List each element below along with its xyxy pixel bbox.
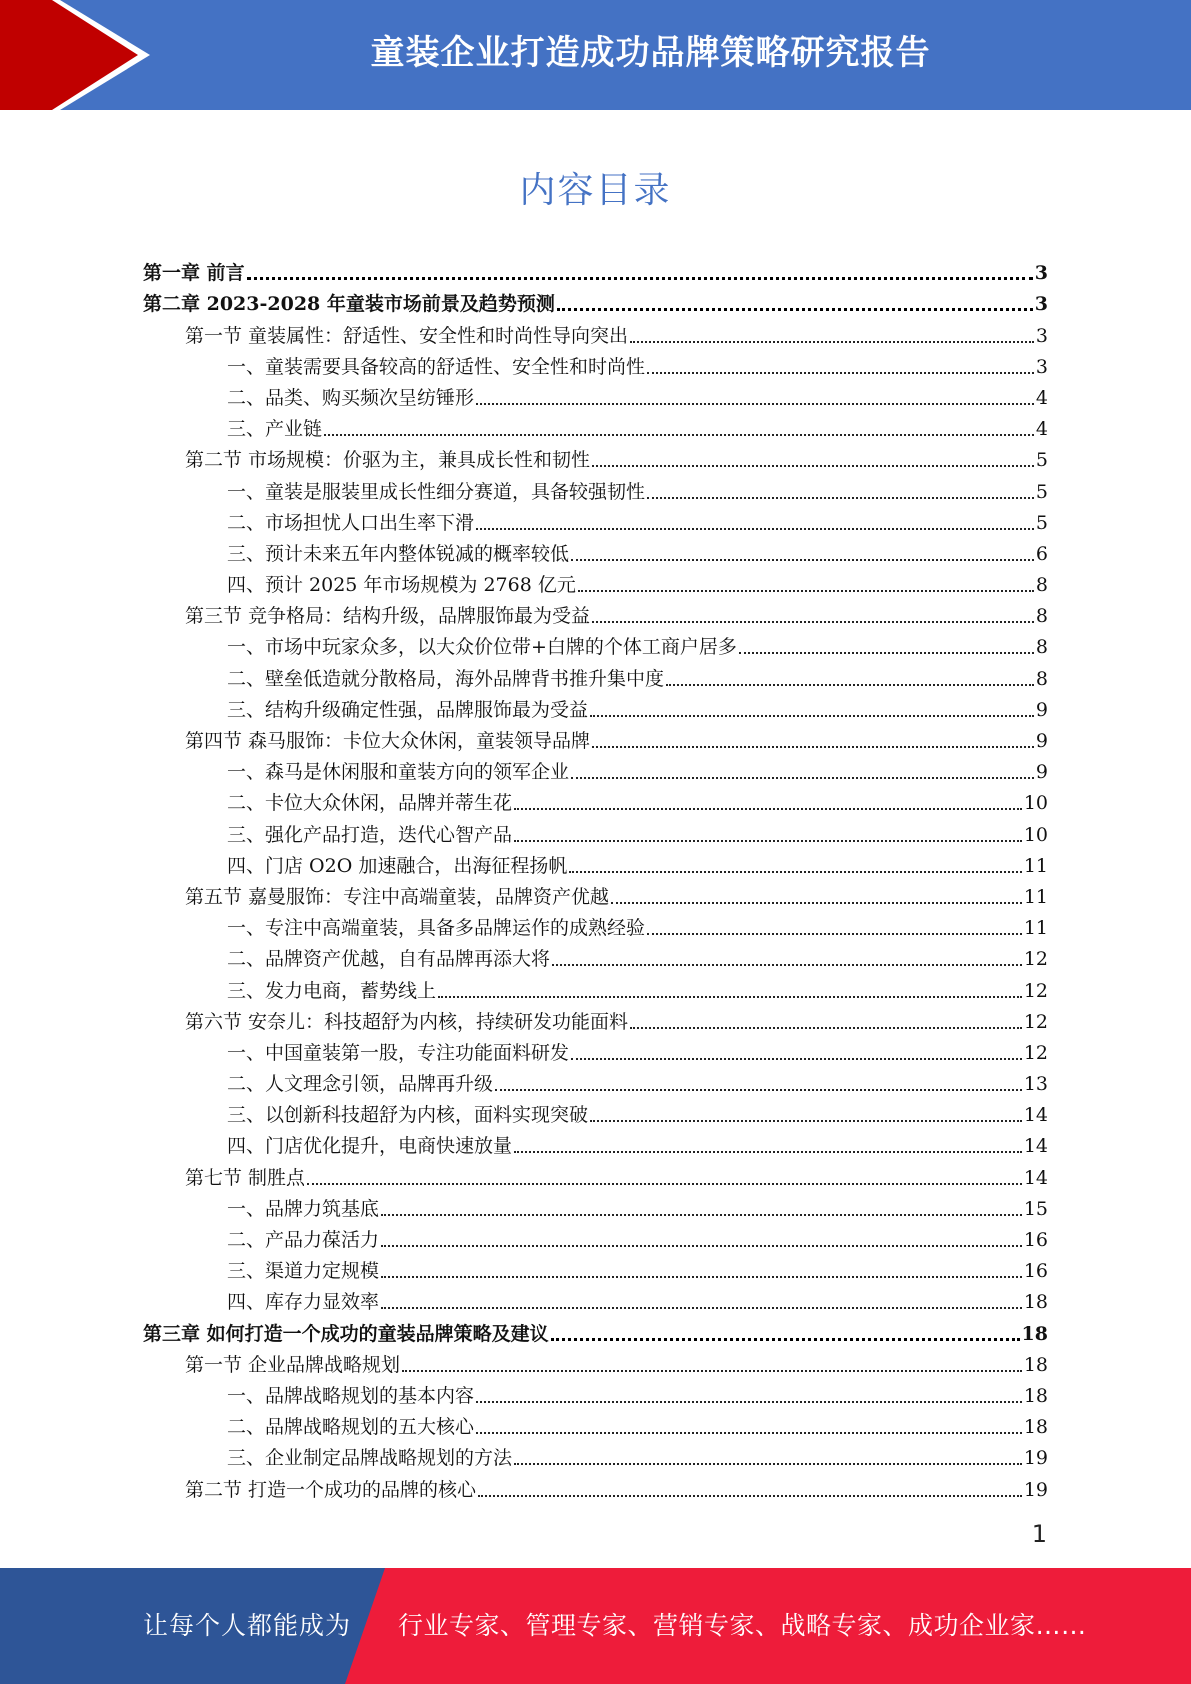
toc-dot-leader [592, 465, 1034, 467]
toc-section-entry[interactable] [143, 1470, 1048, 1501]
toc-dot-leader [381, 1307, 1022, 1309]
toc-entry-label: 四、预计 2025 年市场规模为 2768 亿元 [227, 574, 576, 597]
toc-subsection-entry[interactable] [143, 628, 1048, 659]
toc-dot-leader [630, 1027, 1022, 1029]
toc-dot-leader [247, 277, 1033, 280]
toc-entry-label: 一、市场中玩家众多，以大众价位带+白牌的个体工商户居多 [227, 636, 737, 659]
toc-subsection-entry[interactable] [143, 753, 1048, 784]
toc-dot-leader [476, 1432, 1022, 1434]
toc-entry-page: 5 [1035, 449, 1048, 472]
toc-entry-label: 一、中国童装第一股，专注功能面料研发 [227, 1041, 570, 1064]
toc-entry-label: 四、库存力显效率 [227, 1291, 380, 1314]
toc-entry-page: 19 [1023, 1447, 1048, 1470]
toc-dot-leader [647, 933, 1022, 935]
toc-dot-leader [514, 1151, 1022, 1153]
toc-section-entry[interactable] [143, 1158, 1048, 1189]
toc-dot-leader [381, 1245, 1022, 1247]
toc-subsection-entry[interactable] [143, 815, 1048, 846]
toc-dot-leader [647, 372, 1034, 374]
toc-entry-page: 6 [1035, 542, 1048, 565]
toc-entry-label: 第四节 森马服饰：卡位大众休闲，童装领导品牌 [185, 730, 591, 752]
toc-heading: 内容目录 [519, 170, 672, 211]
toc-dot-leader [578, 590, 1034, 592]
toc-entry-label: 一、专注中高端童装，具备多品牌运作的成熟经验 [227, 917, 646, 940]
toc-subsection-entry[interactable] [143, 410, 1048, 441]
toc-entry-label: 三、强化产品打造，迭代心智产品 [227, 823, 513, 846]
toc-dot-leader [647, 497, 1034, 499]
toc-dot-leader [552, 964, 1022, 966]
toc-entry-label: 一、童装需要具备较高的舒适性、安全性和时尚性 [227, 355, 646, 378]
toc-entry-page: 5 [1035, 511, 1048, 534]
toc-dot-leader [476, 403, 1034, 405]
toc-entry-page: 8 [1035, 605, 1048, 628]
toc-dot-leader [571, 1058, 1022, 1060]
toc-entry-label: 四、门店 O2O 加速融合，出海征程扬帆 [227, 854, 568, 877]
toc-section-entry[interactable] [143, 1003, 1048, 1034]
toc-subsection-entry[interactable] [143, 971, 1048, 1002]
toc-dot-leader [476, 1401, 1022, 1403]
toc-entry-page: 13 [1023, 1073, 1048, 1096]
toc-entry-page: 4 [1035, 418, 1048, 441]
toc-subsection-entry[interactable] [143, 566, 1048, 597]
toc-entry-page: 9 [1035, 761, 1048, 784]
toc-subsection-entry[interactable] [143, 472, 1048, 503]
toc-subsection-entry[interactable] [143, 1377, 1048, 1408]
toc-subsection-entry[interactable] [143, 940, 1048, 971]
toc-subsection-entry[interactable] [143, 1190, 1048, 1221]
toc-dot-leader [590, 715, 1034, 717]
toc-chapter-entry[interactable] [143, 254, 1048, 285]
page-footer [0, 1568, 1191, 1684]
toc-dot-leader [307, 1183, 1022, 1185]
toc-dot-leader [381, 1276, 1022, 1278]
toc-entry-page: 3 [1034, 293, 1048, 316]
toc-dot-leader [551, 1338, 1020, 1341]
toc-subsection-entry[interactable] [143, 847, 1048, 878]
toc-entry-label: 三、产业链 [227, 418, 323, 441]
toc-entry-page: 12 [1023, 1010, 1048, 1033]
toc-entry-page: 8 [1035, 636, 1048, 659]
toc-entry-page: 3 [1035, 355, 1048, 378]
toc-entry-page: 18 [1023, 1291, 1048, 1314]
toc-entry-label: 第一章 前言 [143, 262, 245, 285]
toc-entry-page: 9 [1035, 698, 1048, 721]
toc-dot-leader [514, 840, 1022, 842]
toc-entry-label: 三、结构升级确定性强，品牌服饰最为受益 [227, 698, 589, 721]
toc-entry-page: 11 [1023, 885, 1048, 908]
toc-subsection-entry[interactable] [143, 1065, 1048, 1096]
toc-subsection-entry[interactable] [143, 1439, 1048, 1470]
toc-subsection-entry[interactable] [143, 1283, 1048, 1314]
toc-entry-label: 第二节 打造一个成功的品牌的核心 [185, 1478, 477, 1501]
toc-entry-page: 12 [1023, 948, 1048, 971]
toc-entry-label: 三、预计未来五年内整体锐减的概率较低 [227, 542, 570, 565]
toc-entry-label: 二、产品力葆活力 [227, 1229, 380, 1251]
toc-entry-page: 3 [1035, 324, 1048, 347]
toc-dot-leader [478, 1495, 1022, 1497]
toc-entry-page: 11 [1023, 917, 1048, 940]
toc-entry-label: 二、壁垒低造就分散格局，海外品牌背书推升集中度 [227, 667, 665, 690]
toc-entry-page: 9 [1035, 730, 1048, 752]
header-arrow-decoration [0, 0, 160, 110]
toc-entry-page: 15 [1023, 1197, 1048, 1220]
toc-entry-page: 8 [1035, 574, 1048, 597]
toc-entry-label: 一、童装是服装里成长性细分赛道，具备较强韧性 [227, 480, 646, 503]
toc-subsection-entry[interactable] [143, 1408, 1048, 1439]
footer-slogan-left: 让每个人都能成为 [143, 1611, 352, 1640]
report-title: 童装企业打造成功品牌策略研究报告 [370, 33, 931, 73]
page-header [0, 0, 1191, 110]
table-of-contents [143, 254, 1048, 1502]
toc-entry-label: 三、发力电商，蓄势线上 [227, 979, 437, 1002]
toc-subsection-entry[interactable] [143, 1034, 1048, 1065]
toc-entry-page: 18 [1023, 1416, 1048, 1439]
toc-entry-label: 三、企业制定品牌战略规划的方法 [227, 1447, 513, 1470]
toc-dot-leader [402, 1370, 1022, 1372]
toc-section-entry[interactable] [143, 441, 1048, 472]
toc-entry-label: 二、品类、购买频次呈纺锤形 [227, 386, 475, 409]
toc-entry-label: 二、卡位大众休闲，品牌并蒂生花 [227, 792, 513, 815]
toc-chapter-entry[interactable] [143, 1314, 1048, 1345]
toc-entry-label: 第一节 童装属性：舒适性、安全性和时尚性导向突出 [185, 324, 629, 347]
toc-section-entry[interactable] [143, 316, 1048, 347]
toc-entry-label: 第一节 企业品牌战略规划 [185, 1353, 401, 1376]
toc-dot-leader [514, 808, 1022, 810]
toc-dot-leader [438, 996, 1022, 998]
toc-entry-label: 三、渠道力定规模 [227, 1260, 380, 1283]
toc-entry-page: 18 [1023, 1353, 1048, 1376]
toc-entry-page: 16 [1023, 1229, 1048, 1251]
toc-dot-leader [495, 1089, 1022, 1091]
toc-entry-page: 10 [1023, 823, 1048, 846]
toc-entry-label: 第三章 如何打造一个成功的童装品牌策略及建议 [143, 1322, 549, 1345]
toc-entry-label: 第二章 2023-2028 年童装市场前景及趋势预测 [143, 293, 555, 316]
toc-section-entry[interactable] [143, 1346, 1048, 1377]
toc-subsection-entry[interactable] [143, 784, 1048, 815]
page-number: 1 [1031, 1520, 1047, 1548]
toc-section-entry[interactable] [143, 878, 1048, 909]
toc-subsection-entry[interactable] [143, 535, 1048, 566]
toc-entry-label: 第七节 制胜点 [185, 1166, 306, 1189]
toc-dot-leader [514, 1463, 1022, 1465]
toc-subsection-entry[interactable] [143, 1221, 1048, 1252]
toc-entry-page: 12 [1023, 1041, 1048, 1064]
toc-entry-label: 第五节 嘉曼服饰：专注中高端童装，品牌资产优越 [185, 885, 610, 908]
toc-dot-leader [739, 652, 1034, 654]
toc-section-entry[interactable] [143, 722, 1048, 753]
toc-entry-label: 二、人文理念引领，品牌再升级 [227, 1073, 494, 1096]
toc-subsection-entry[interactable] [143, 1127, 1048, 1158]
toc-entry-page: 10 [1023, 792, 1048, 815]
toc-dot-leader [571, 559, 1034, 561]
toc-subsection-entry[interactable] [143, 1096, 1048, 1127]
toc-dot-leader [590, 1120, 1022, 1122]
footer-slogan-right: 行业专家、管理专家、营销专家、战略专家、成功企业家…… [398, 1611, 1087, 1640]
toc-entry-page: 12 [1023, 979, 1048, 1002]
toc-subsection-entry[interactable] [143, 909, 1048, 940]
toc-entry-page: 14 [1023, 1135, 1048, 1158]
toc-dot-leader [381, 1214, 1022, 1216]
toc-subsection-entry[interactable] [143, 1252, 1048, 1283]
toc-entry-page: 18 [1023, 1384, 1048, 1407]
toc-entry-page: 4 [1035, 386, 1048, 409]
toc-dot-leader [324, 434, 1034, 436]
toc-entry-page: 14 [1023, 1104, 1048, 1127]
toc-dot-leader [630, 341, 1034, 343]
toc-subsection-entry[interactable] [143, 379, 1048, 410]
toc-entry-label: 三、以创新科技超舒为内核，面料实现突破 [227, 1104, 589, 1127]
toc-entry-page: 16 [1023, 1260, 1048, 1283]
toc-entry-page: 19 [1023, 1478, 1048, 1501]
toc-dot-leader [569, 871, 1021, 873]
toc-dot-leader [666, 684, 1034, 686]
toc-dot-leader [557, 308, 1033, 311]
toc-entry-label: 第三节 竞争格局：结构升级，品牌服饰最为受益 [185, 605, 591, 628]
toc-entry-label: 一、品牌力筑基底 [227, 1197, 380, 1220]
toc-entry-label: 一、品牌战略规划的基本内容 [227, 1384, 475, 1407]
toc-subsection-entry[interactable] [143, 348, 1048, 379]
toc-dot-leader [571, 777, 1034, 779]
toc-chapter-entry[interactable] [143, 285, 1048, 316]
toc-subsection-entry[interactable] [143, 691, 1048, 722]
toc-subsection-entry[interactable] [143, 504, 1048, 535]
toc-entry-label: 二、品牌战略规划的五大核心 [227, 1416, 475, 1439]
toc-entry-page: 5 [1035, 480, 1048, 503]
toc-section-entry[interactable] [143, 597, 1048, 628]
toc-entry-label: 二、市场担忧人口出生率下滑 [227, 511, 475, 534]
toc-dot-leader [592, 621, 1034, 623]
toc-entry-page: 11 [1023, 854, 1048, 877]
toc-entry-label: 第二节 市场规模：价驱为主，兼具成长性和韧性 [185, 449, 591, 472]
toc-entry-page: 3 [1034, 262, 1048, 285]
toc-entry-label: 二、品牌资产优越，自有品牌再添大将 [227, 948, 551, 971]
toc-entry-label: 第六节 安奈儿：科技超舒为内核，持续研发功能面料 [185, 1010, 629, 1033]
toc-entry-page: 18 [1021, 1322, 1048, 1345]
toc-dot-leader [611, 902, 1022, 904]
toc-dot-leader [476, 528, 1034, 530]
toc-entry-page: 14 [1023, 1166, 1048, 1189]
toc-dot-leader [592, 746, 1034, 748]
toc-entry-label: 一、森马是休闲服和童装方向的领军企业 [227, 761, 570, 784]
toc-entry-label: 四、门店优化提升，电商快速放量 [227, 1135, 513, 1158]
toc-entry-page: 8 [1035, 667, 1048, 690]
toc-subsection-entry[interactable] [143, 659, 1048, 690]
